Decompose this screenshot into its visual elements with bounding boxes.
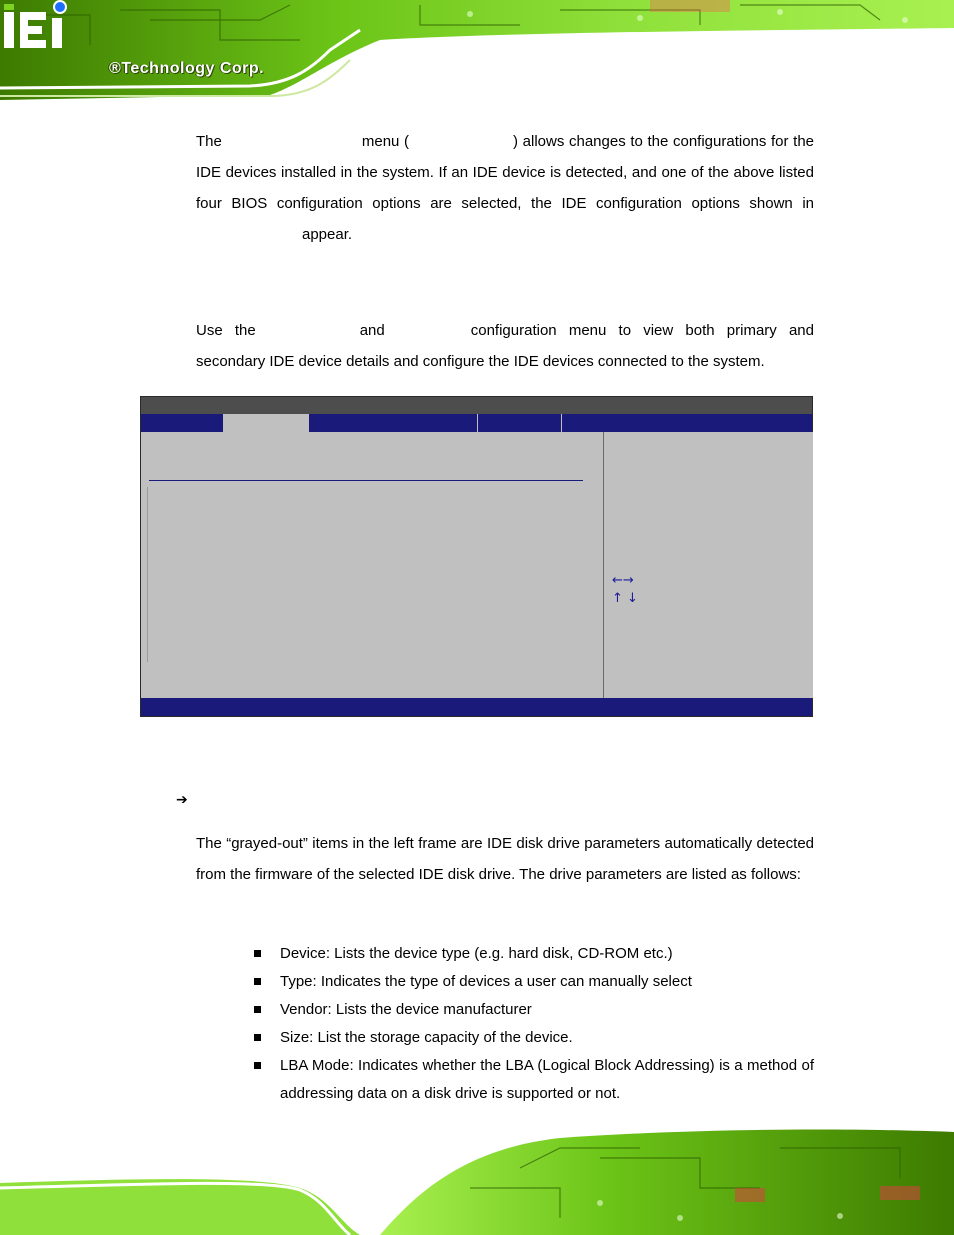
header-banner xyxy=(0,0,954,112)
intro-paragraph xyxy=(196,126,814,250)
arrow-bullet-icon: ➔ xyxy=(176,792,188,808)
square-bullet-icon xyxy=(254,1034,261,1041)
text-fragment: ) allows changes to the configurations for the IDE devices installed in the system. If an IDE device is detected, and one of the above listed four BIOS configuration options are selected, the IDE configuration options shown in xyxy=(196,133,815,212)
square-bullet-icon xyxy=(254,1006,261,1013)
list-item xyxy=(252,1052,814,1108)
text-fragment: menu ( xyxy=(361,133,410,150)
paragraph-text: The “grayed-out” items in the left frame are IDE disk drive parameters automatically detected from the firmware of the selected IDE disk drive. The drive parameters are listed as follows: xyxy=(196,835,814,883)
list-item-text: Device: Lists the device type (e.g. hard disk, CD-ROM etc.) xyxy=(280,945,673,962)
bios-screenshot xyxy=(140,396,813,717)
square-bullet-icon xyxy=(254,950,261,957)
company-name: ®Technology Corp. xyxy=(109,60,265,77)
left-right-arrows-icon: ←→ xyxy=(612,573,634,588)
bios-status-bar xyxy=(141,698,812,716)
circuit-board-graphic xyxy=(0,1128,954,1235)
list-item xyxy=(252,996,814,1024)
bios-tab xyxy=(309,414,478,432)
text-fragment: configuration menu to view both primary and secondary IDE device details and configure the IDE devices connected to the system. xyxy=(196,322,814,370)
text-fragment: Use the xyxy=(196,322,256,339)
bios-left-frame xyxy=(141,432,603,698)
bios-navigation-keys xyxy=(612,572,638,608)
list-item-text: LBA Mode: Indicates whether the LBA (Logical Block Addressing) is a method of addressing data on a disk drive is supported or not. xyxy=(280,1057,814,1102)
bios-divider-line xyxy=(149,480,583,481)
grayed-items-paragraph xyxy=(196,828,814,890)
iei-logo xyxy=(0,0,70,52)
text-fragment: The xyxy=(196,133,222,150)
square-bullet-icon xyxy=(254,1062,261,1069)
up-down-arrows-icon: ↑ ↓ xyxy=(612,591,638,606)
list-item-text: Size: List the storage capacity of the device. xyxy=(280,1029,573,1046)
bios-tab xyxy=(478,414,562,432)
circuit-board-graphic xyxy=(0,0,954,112)
bios-tab-active xyxy=(224,414,309,432)
bios-help-frame xyxy=(603,432,813,698)
bios-tab-bar xyxy=(141,414,812,432)
list-item xyxy=(252,1024,814,1052)
footer-banner xyxy=(0,1128,954,1235)
bios-scroll-line xyxy=(147,487,148,662)
text-fragment: and xyxy=(359,322,385,339)
list-item xyxy=(252,968,814,996)
list-item xyxy=(252,940,814,968)
usage-paragraph xyxy=(196,315,814,377)
bios-title-bar xyxy=(141,397,812,414)
drive-parameters-list xyxy=(252,940,814,1108)
square-bullet-icon xyxy=(254,978,261,985)
bios-tab xyxy=(141,414,224,432)
list-item-text: Type: Indicates the type of devices a user can manually select xyxy=(280,973,692,990)
list-item-text: Vendor: Lists the device manufacturer xyxy=(280,1001,532,1018)
bios-tab xyxy=(562,414,812,432)
text-fragment: appear. xyxy=(302,226,353,243)
